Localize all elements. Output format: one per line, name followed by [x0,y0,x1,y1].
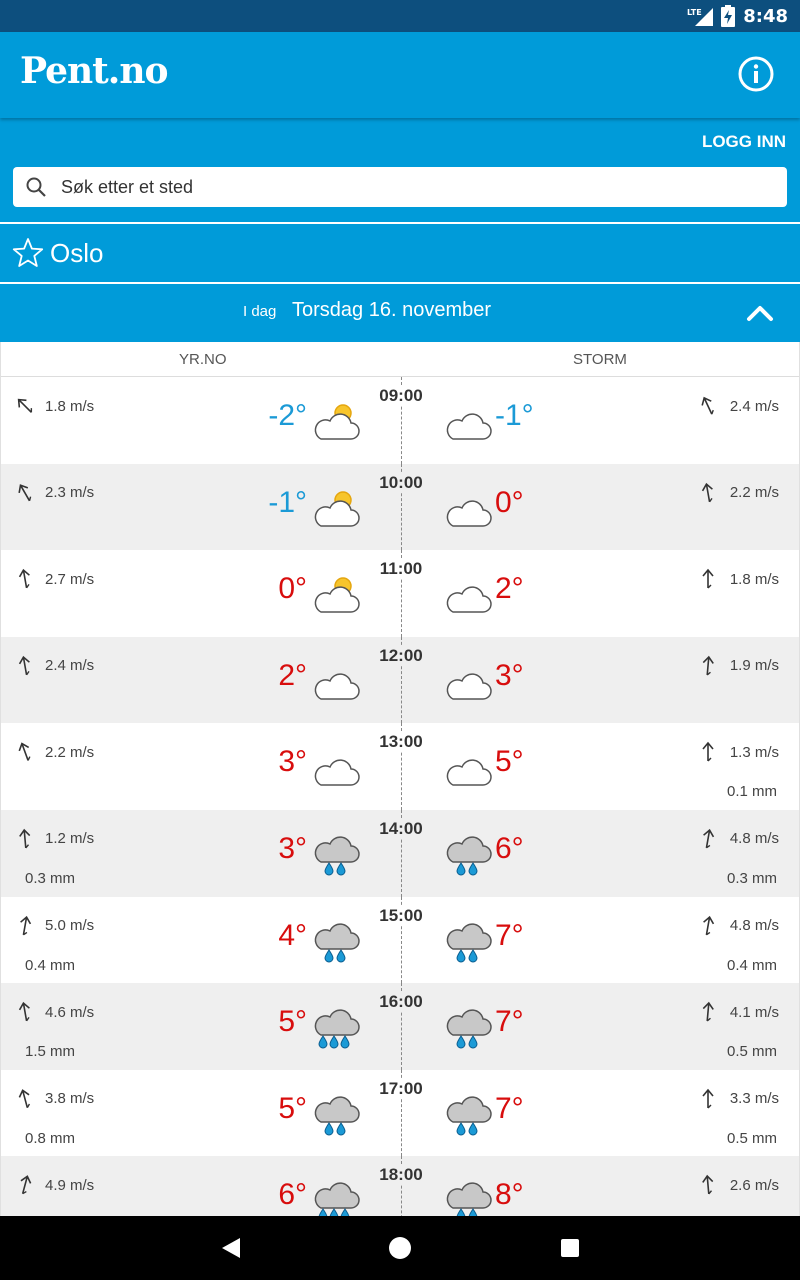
wind-arrow-icon [15,915,35,937]
storm-wind-speed: 4.8 m/s [729,830,779,848]
rain-icon [313,1092,361,1136]
wind-arrow-icon [15,1174,35,1196]
search-input[interactable] [61,177,787,198]
recents-square-icon[interactable] [560,1238,580,1258]
status-bar [0,0,800,32]
storm-wind-speed: 4.1 m/s [729,1003,779,1021]
cloudy-icon [445,572,493,616]
yr-wind-speed: 3.8 m/s [45,1090,95,1108]
yr-precipitation: 0.4 mm [25,956,76,974]
yr-wind [15,1088,94,1110]
yr-precipitation: 0.8 mm [25,1129,76,1147]
forecast-rows [1,377,799,1216]
forecast-row [1,897,799,984]
wind-arrow-icon [698,1088,718,1110]
wind-arrow-icon [15,741,35,763]
cloudy-icon [313,745,361,789]
yr-temperature: -1° [268,485,307,519]
wind-arrow-icon [698,655,718,677]
storm-temperature: 7° [495,1005,524,1039]
forecast-row [1,810,799,897]
yr-temperature: 5° [278,1005,307,1039]
partly-cloudy-icon [313,486,361,530]
wind-arrow-icon [698,395,718,417]
heavy-rain-icon [313,1178,361,1216]
storm-precipitation: 0.5 mm [726,1129,777,1147]
forecast-row [1,377,799,464]
app-bar [0,32,800,118]
yr-wind-speed: 1.2 m/s [45,830,95,848]
day-label: I dag [243,303,277,320]
search-bar[interactable] [13,167,787,207]
storm-wind-speed: 2.6 m/s [729,1176,779,1194]
forecast-row [1,464,799,551]
storm-wind [698,395,779,417]
cloudy-icon [445,745,493,789]
forecast-row [1,637,799,724]
status-time: 8:48 [743,5,788,27]
wind-arrow-icon [15,482,35,504]
storm-wind [698,741,779,763]
storm-temperature: 7° [495,918,524,952]
storm-wind [698,1001,779,1023]
storm-temperature: 6° [495,831,524,865]
navigation-bar [0,1216,800,1280]
location-name: Oslo [50,237,104,268]
storm-wind-speed: 3.3 m/s [729,1090,779,1108]
yr-wind [15,568,94,590]
forecast-row [1,1156,799,1216]
yr-wind-speed: 2.7 m/s [45,570,95,588]
yr-wind-speed: 4.6 m/s [45,1003,95,1021]
wind-arrow-icon [15,1001,35,1023]
storm-wind [698,655,779,677]
storm-wind [698,568,779,590]
forecast-row [1,550,799,637]
home-circle-icon[interactable] [388,1236,412,1260]
cloudy-icon [313,659,361,703]
star-outline-icon[interactable] [12,237,44,269]
day-header[interactable] [0,284,800,342]
yr-wind-speed: 5.0 m/s [45,917,95,935]
forecast-time: 11:00 [371,559,431,579]
header-band [0,118,800,222]
cloudy-icon [445,659,493,703]
forecast-row [1,983,799,1070]
wind-arrow-icon [698,741,718,763]
partly-cloudy-icon [313,399,361,443]
yr-wind [15,828,94,850]
column-header-yr: YR.NO [179,351,227,368]
cloudy-icon [445,399,493,443]
yr-wind [15,482,94,504]
forecast-time: 10:00 [371,473,431,493]
yr-temperature: 0° [278,572,307,606]
back-triangle-icon[interactable] [220,1236,242,1260]
storm-temperature: 7° [495,1091,524,1125]
yr-temperature: 5° [278,1091,307,1125]
battery-charging-icon [721,5,735,27]
rain-icon [313,919,361,963]
storm-precipitation: 0.4 mm [726,956,777,974]
yr-wind [15,655,94,677]
column-headers [1,342,799,377]
search-icon [25,176,47,198]
yr-temperature: 6° [278,1178,307,1212]
storm-wind [698,915,779,937]
yr-temperature: 3° [278,831,307,865]
app-logo[interactable]: Pent.no [20,50,168,92]
storm-wind [698,1174,779,1196]
forecast-row [1,1070,799,1157]
wind-arrow-icon [698,1001,718,1023]
wind-arrow-icon [15,395,35,417]
wind-arrow-icon [15,1088,35,1110]
yr-precipitation: 1.5 mm [25,1043,76,1061]
wind-arrow-icon [15,655,35,677]
forecast-time: 09:00 [371,386,431,406]
yr-temperature: 3° [278,745,307,779]
info-icon[interactable] [736,54,776,94]
rain-icon [445,919,493,963]
forecast-row [1,723,799,810]
forecast-time: 14:00 [371,819,431,839]
yr-wind-speed: 1.8 m/s [45,397,95,415]
yr-wind-speed: 4.9 m/s [45,1176,95,1194]
yr-wind [15,1001,94,1023]
wind-arrow-icon [698,915,718,937]
yr-temperature: 2° [278,658,307,692]
wind-arrow-icon [15,828,35,850]
storm-precipitation: 0.3 mm [726,869,777,887]
yr-wind [15,395,94,417]
yr-wind [15,915,94,937]
yr-wind-speed: 2.3 m/s [45,484,95,502]
rain-icon [445,1092,493,1136]
day-date: Torsdag 16. november [292,299,492,321]
storm-temperature: 2° [495,572,524,606]
lte-signal-icon [687,6,713,26]
partly-cloudy-icon [313,572,361,616]
login-button[interactable]: LOGG INN [701,132,786,151]
storm-temperature: 3° [495,658,524,692]
rain-icon [445,1005,493,1049]
yr-wind-speed: 2.4 m/s [45,657,95,675]
storm-precipitation: 0.1 mm [726,783,777,801]
wind-arrow-icon [698,828,718,850]
storm-wind-speed: 2.4 m/s [729,397,779,415]
wind-arrow-icon [698,568,718,590]
wind-arrow-icon [15,568,35,590]
storm-temperature: 8° [495,1178,524,1212]
storm-wind-speed: 1.9 m/s [729,657,779,675]
storm-wind [698,828,779,850]
status-icons [687,5,788,27]
forecast-time: 18:00 [371,1165,431,1185]
heavy-rain-icon [313,1005,361,1049]
rain-icon [445,1178,493,1216]
wind-arrow-icon [698,1174,718,1196]
svg-text:LTE: LTE [687,8,702,17]
forecast-table [0,342,800,1216]
storm-temperature: 5° [495,745,524,779]
rain-icon [313,832,361,876]
storm-wind-speed: 1.8 m/s [729,570,779,588]
storm-temperature: -1° [495,399,534,432]
rain-icon [445,832,493,876]
yr-temperature: -2° [268,399,307,432]
forecast-time: 15:00 [371,906,431,926]
yr-precipitation: 0.3 mm [25,869,76,887]
storm-wind-speed: 1.3 m/s [729,743,779,761]
storm-wind-speed: 4.8 m/s [729,917,779,935]
forecast-time: 12:00 [371,646,431,666]
storm-wind [698,482,779,504]
storm-wind [698,1088,779,1110]
yr-wind-speed: 2.2 m/s [45,743,95,761]
forecast-time: 17:00 [371,1079,431,1099]
column-header-storm: STORM [573,351,627,368]
storm-wind-speed: 2.2 m/s [729,484,779,502]
yr-wind [15,1174,94,1196]
wind-arrow-icon [698,482,718,504]
forecast-time: 13:00 [371,732,431,752]
storm-temperature: 0° [495,485,524,519]
yr-temperature: 4° [278,918,307,952]
storm-precipitation: 0.5 mm [726,1043,777,1061]
yr-wind [15,741,94,763]
chevron-up-icon[interactable] [746,303,774,323]
forecast-time: 16:00 [371,992,431,1012]
location-header[interactable] [0,224,800,282]
cloudy-icon [445,486,493,530]
